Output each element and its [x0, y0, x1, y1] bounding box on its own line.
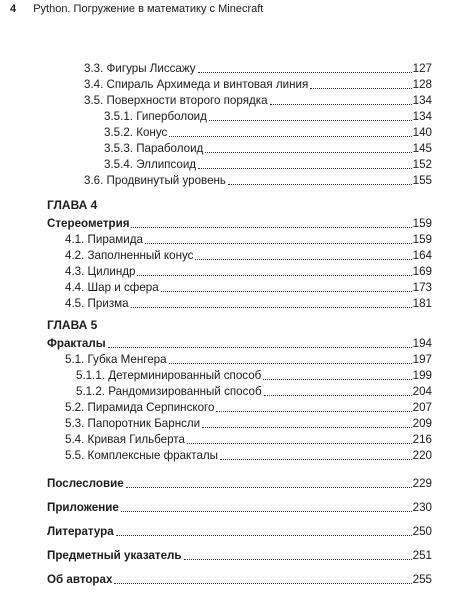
- toc-entry-5-1-1: 5.1.1. Детерминированный способ 199: [76, 369, 432, 382]
- dot-leader: [263, 379, 411, 380]
- dot-leader: [198, 72, 412, 73]
- dot-leader: [131, 307, 412, 308]
- dot-leader: [270, 104, 412, 105]
- toc-chapter-4-title: Стереометрия 159: [47, 217, 432, 230]
- dot-leader: [228, 184, 412, 185]
- dot-leader: [126, 487, 412, 488]
- dot-leader: [116, 535, 412, 536]
- page-number: 4: [10, 3, 17, 15]
- dot-leader: [161, 291, 412, 292]
- chapter-4-heading: ГЛАВА 4: [47, 198, 98, 212]
- dot-leader: [169, 363, 412, 364]
- toc-entry-3-3: 3.3. Фигуры Лиссажу 127: [84, 62, 432, 75]
- dot-leader: [137, 275, 411, 276]
- dot-leader: [202, 427, 412, 428]
- dot-leader: [205, 152, 411, 153]
- dot-leader: [198, 168, 412, 169]
- toc-appendix: Приложение 230: [47, 501, 432, 514]
- toc-entry-5-1-2: 5.1.2. Рандомизированный способ 204: [76, 385, 432, 398]
- toc-literature: Литература 250: [47, 525, 432, 538]
- toc-entry-5-4: 5.4. Кривая Гильберта 216: [65, 433, 432, 446]
- toc-entry-5-3: 5.3. Папоротник Барнсли 209: [65, 417, 432, 430]
- toc-chapter-5-title: Фракталы 194: [47, 337, 432, 350]
- toc-entry-3-4: 3.4. Спираль Архимеда и винтовая линия 128: [84, 78, 432, 91]
- toc-entry-3-5-2: 3.5.2. Конус 140: [104, 126, 432, 139]
- toc-entry-3-6: 3.6. Продвинутый уровень 155: [84, 174, 432, 187]
- dot-leader: [169, 136, 411, 137]
- toc-afterword: Послесловие 229: [47, 477, 432, 490]
- dot-leader: [187, 443, 412, 444]
- toc-entry-3-5-4: 3.5.4. Эллипсоид 152: [104, 158, 432, 171]
- toc-entry-4-1: 4.1. Пирамида 159: [65, 233, 432, 246]
- toc-entry-4-3: 4.3. Цилиндр 169: [65, 265, 432, 278]
- toc-index: Предметный указатель 251: [47, 549, 432, 562]
- dot-leader: [121, 511, 412, 512]
- toc-entry-3-5-3: 3.5.3. Параболоид 145: [104, 142, 432, 155]
- toc-entry-5-2: 5.2. Пирамида Серпинского 207: [65, 401, 432, 414]
- toc-entry-5-5: 5.5. Комплексные фракталы 220: [65, 449, 432, 462]
- toc-entry-4-4: 4.4. Шар и сфера 173: [65, 281, 432, 294]
- running-title: Python. Погружение в математику с Minecraft: [33, 3, 264, 15]
- toc-entry-3-5: 3.5. Поверхности второго порядка 134: [84, 94, 432, 107]
- dot-leader: [114, 583, 411, 584]
- toc-entry-4-2: 4.2. Заполненный конус 164: [65, 249, 432, 262]
- dot-leader: [145, 243, 412, 244]
- chapter-5-heading: ГЛАВА 5: [47, 318, 98, 332]
- toc-entry-3-5-1: 3.5.1. Гиперболоид 134: [104, 110, 432, 123]
- dot-leader: [216, 411, 411, 412]
- toc-about-authors: Об авторах 255: [47, 573, 432, 586]
- dot-leader: [310, 88, 411, 89]
- dot-leader: [195, 259, 411, 260]
- toc-entry-5-1: 5.1. Губка Менгера 197: [65, 353, 432, 366]
- page-header: [10, 3, 440, 15]
- dot-leader: [264, 395, 412, 396]
- dot-leader: [220, 459, 412, 460]
- dot-leader: [184, 559, 412, 560]
- dot-leader: [131, 227, 411, 228]
- dot-leader: [108, 347, 412, 348]
- toc-entry-4-5: 4.5. Призма 181: [65, 297, 432, 310]
- dot-leader: [209, 120, 412, 121]
